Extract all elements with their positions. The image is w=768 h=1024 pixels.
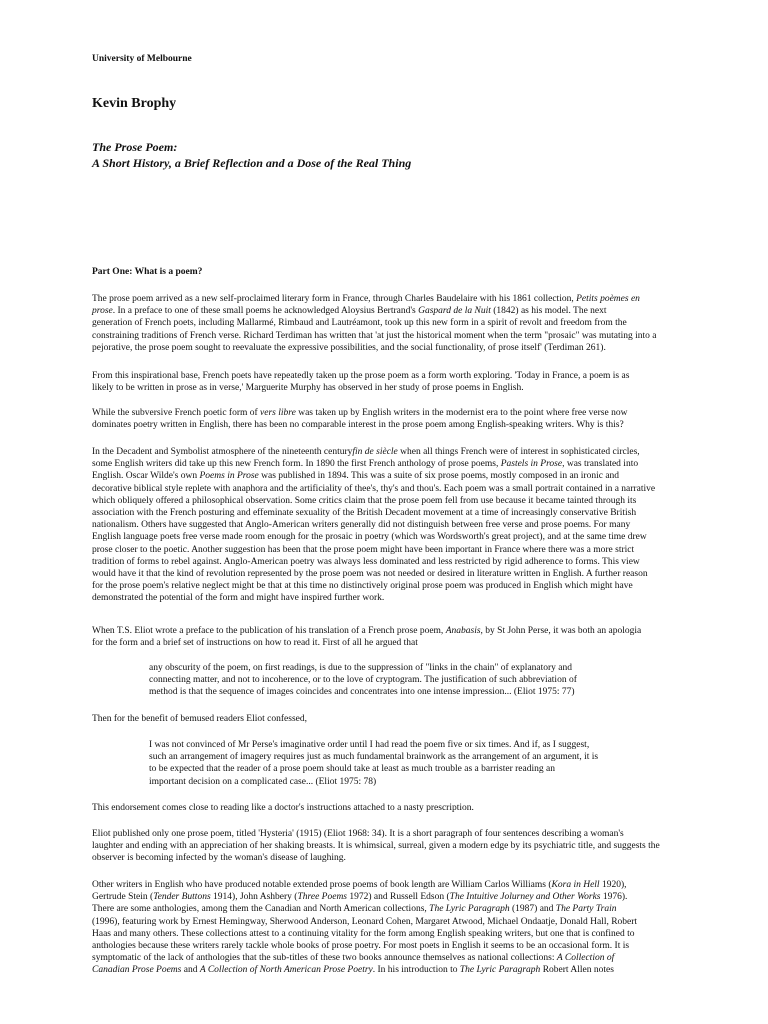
text-line: for the prose poem's relative neglect might be that at this time no distinctively original prose poem was produced in English which might have xyxy=(92,581,633,592)
quote-line: I was not convinced of Mr Perse's imaginative order until I had read the poem five or six times. And if, as I suggest, xyxy=(149,740,590,750)
paragraph-3 xyxy=(92,407,672,431)
section-heading: Part One: What is a poem? xyxy=(92,267,203,277)
text-line: The prose poem arrived as a new self-proclaimed literary form in France, through Charles Baudelaire with his 1861 collection, Petits poèmes en xyxy=(92,294,640,304)
text-line: While the subversive French poetic form of vers libre was taken up by English writers in the modernist era to the point where free verse now xyxy=(92,408,628,418)
paragraph-7 xyxy=(92,802,672,814)
text-line: dominates poetry written in English, there has been no comparable interest in the prose poem among English-speaking writers. Why is this? xyxy=(92,420,624,431)
paragraph-9 xyxy=(92,879,672,977)
text-line: association with the French posturing and effeminate sexuality of the British Decadent movement at a time of increasingly conservative British xyxy=(92,508,637,519)
text-line: Gertrude Stein (Tender Buttons 1914), John Ashbery (Three Poems 1972) and Russell Edson (The Intuitive Jolurney and Other Works 1976). xyxy=(92,892,628,903)
paragraph-4 xyxy=(92,446,672,605)
text-line: symptomatic of the lack of anthologies that the sub-titles of these two books announce themselves as national collections: A Collection of xyxy=(92,953,615,964)
text-line: Other writers in English who have produced notable extended prose poems of book length are William Carlos Williams (Kora in Hell 1920), xyxy=(92,880,627,890)
text-line: Eliot published only one prose poem, titled 'Hysteria' (1915) (Eliot 1968: 34). It is a short paragraph of four sentences describing a woman's xyxy=(92,829,624,839)
text-line: (1996), featuring work by Ernest Hemingway, Sherwood Anderson, Leonard Cohen, Margaret Atwood, Michael Ondaatje, Donald Hall, Robert xyxy=(92,916,638,927)
title-line: The Prose Poem: xyxy=(92,140,178,154)
text-line: observer is becoming infected by the woman's disease of laughing. xyxy=(92,853,346,864)
text-line: tradition of forms to rebel against. Anglo-American poetry was always less dominated and less restricted by rigid adherence to forms. This view xyxy=(92,556,640,567)
text-line: English. Oscar Wilde's own Poems in Prose was published in 1894. This was a suite of six prose poems, mostly composed in an ironic and xyxy=(92,471,620,482)
text-line: This endorsement comes close to reading like a doctor's instructions attached to a nasty prescription. xyxy=(92,803,474,813)
text-line: laughter and ending with an appreciation of her shaking breasts. It is whimsical, surreal, given a modern edge by its psychiatric title, and suggests the xyxy=(92,841,660,852)
text-line: There are some anthologies, among them the Canadian and North American collections, The Lyric Paragraph (1987) and The Party Train xyxy=(92,904,617,915)
text-line: Canadian Prose Poems and A Collection of North American Prose Poetry. In his introduction to The Lyric Paragraph Robert Allen notes xyxy=(92,965,614,976)
quote-line: such an arrangement of imagery requires just as much fundamental brainwork as the arrangement of an argument, it is xyxy=(149,752,599,763)
paragraph-8 xyxy=(92,828,672,865)
quote-line: method is that the sequence of images coincides and concentrates into one intense impression... (Eliot 1975: 77) xyxy=(149,687,575,698)
quote-line: to be expected that the reader of a prose poem should take at least as much trouble as a barrister reading an xyxy=(149,764,555,775)
text-line: When T.S. Eliot wrote a preface to the publication of his translation of a French prose poem, Anabasis, by St John Perse, it was both an apologia xyxy=(92,626,642,636)
text-line: nationalism. Others have suggested that Anglo-American writers generally did not distinguish between free verse and prose poems. For many xyxy=(92,520,631,531)
text-line: prose closer to the poetic. Another suggestion has been that the prose poem might have been important in France where there was a more strict xyxy=(92,544,635,555)
text-line: pejorative, the prose poem sought to reevaluate the expressive possibilities, and the social functionality, of prose itself' (Terdiman 261). xyxy=(92,342,606,353)
text-line: decorative biblical style replete with anaphora and the artificiality of thee's, thy's and thou's. Each poem was a small portrait contained in a narrative xyxy=(92,483,656,494)
text-line: constraining traditions of French verse. Richard Terdiman has written that 'at just the historical moment when the term "prosaic" was mutating into a xyxy=(92,330,657,341)
block-quote-2 xyxy=(149,739,609,788)
quote-line: connecting matter, and not to incoherence, or to the love of cryptogram. The justification of such abbreviation of xyxy=(149,675,577,686)
text-line: generation of French poets, including Mallarmé, Rimbaud and Lautréamont, took up this new form in a spirit of revolt and freedom from the xyxy=(92,318,627,329)
text-line: In the Decadent and Symbolist atmosphere of the nineteenth centuryfin de siècle when all things French were of interest in sophisticated circles, xyxy=(92,447,640,457)
paragraph-5 xyxy=(92,625,672,649)
text-line: for the form and a brief set of instructions on how to read it. First of all he argued that xyxy=(92,638,418,649)
institution-name: University of Melbourne xyxy=(92,54,192,64)
text-line: Haas and many others. These collections attest to a continuing vitality for the form among English speaking writers, but one that is confined to xyxy=(92,928,635,939)
text-line: prose. In a preface to one of these small poems he acknowledged Aloysius Bertrand's Gaspard de la Nuit (1842) as his model. The next xyxy=(92,306,607,317)
paragraph-6 xyxy=(92,713,672,725)
quote-line: any obscurity of the poem, on first readings, is due to the suppression of "links in the chain" of explanatory and xyxy=(149,663,573,673)
text-line: likely to be written in prose as in verse,' Marguerite Murphy has observed in her study of prose poems in English. xyxy=(92,383,524,394)
subtitle-line: A Short History, a Brief Reflection and a Dose of the Real Thing xyxy=(92,156,412,170)
paragraph-2 xyxy=(92,370,672,394)
text-line: would have it that the kind of revolution represented by the prose poem was not needed or desired in literature written in English. A further reason xyxy=(92,569,648,580)
paper-title xyxy=(92,139,411,171)
block-quote-1 xyxy=(149,662,609,699)
text-line: English language poets free verse made room enough for the prosaic in poetry (which was Wordsworth's great project), and at the same time drew xyxy=(92,532,647,543)
text-line: some English writers did take up this new French form. In 1890 the first French anthology of prose poems, Pastels in Prose, was translated into xyxy=(92,459,639,470)
text-line: which obliquely offered a philosophical observation. Some critics claim that the prose poem fell from use because it became tainted through its xyxy=(92,495,637,506)
text-line: From this inspirational base, French poets have repeatedly taken up the prose poem as a form worth exploring. 'Today in France, a poem is as xyxy=(92,371,630,381)
author-name: Kevin Brophy xyxy=(92,96,177,111)
text-line: anthologies because these writers rarely tackle whole books of prose poetry. For most poets in English it seems to be an occasional form. It is xyxy=(92,941,630,952)
text-line: demonstrated the potential of the form and might have inspired further work. xyxy=(92,593,385,604)
quote-line: important decision on a complicated case... (Eliot 1975: 78) xyxy=(149,776,377,787)
text-line: Then for the benefit of bemused readers Eliot confessed, xyxy=(92,714,307,724)
paragraph-1 xyxy=(92,293,672,354)
